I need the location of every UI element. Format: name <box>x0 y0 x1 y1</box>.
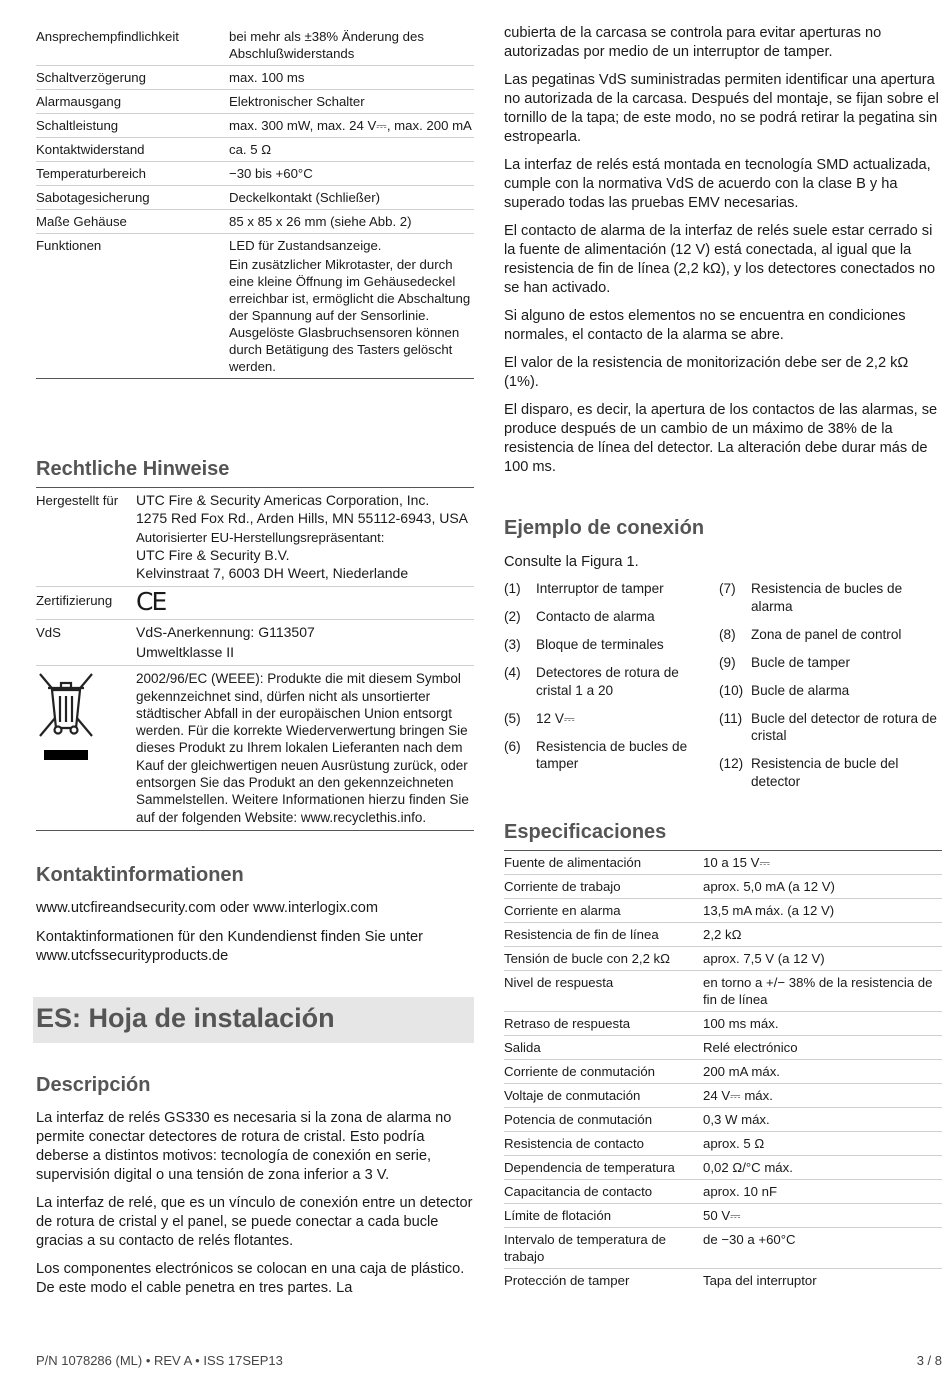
spec-label: Voltaje de conmutación <box>504 1084 703 1108</box>
manufacturer-line2: 1275 Red Fox Rd., Arden Hills, MN 55112-6943, USA <box>136 510 469 526</box>
left-column <box>36 0 474 1296</box>
spec-label: Capacitancia de contacto <box>504 1180 703 1204</box>
legend-item <box>504 608 709 626</box>
legend-number: (5) <box>504 710 521 726</box>
spec-label: Corriente de conmutación <box>504 1060 703 1084</box>
spec-value: 2,2 kΩ <box>703 923 942 947</box>
legend-number: (7) <box>719 581 736 596</box>
legend-text: Resistencia de bucles de tamper <box>536 738 688 771</box>
manufacturer-line1: UTC Fire & Security Americas Corporation, Inc. <box>136 492 430 508</box>
vds-label: VdS <box>36 620 136 666</box>
spec-row <box>504 1156 942 1180</box>
spec-row <box>504 1036 942 1060</box>
spec-label: Resistencia de fin de línea <box>504 923 703 947</box>
tech-value: ca. 5 Ω <box>229 142 272 157</box>
tech-value: Deckelkontakt (Schließer) <box>229 190 380 205</box>
footer-right: 3 / 8 <box>916 1353 942 1368</box>
contact-heading: Kontaktinformationen <box>36 864 244 886</box>
spec-value: 10 a 15 V⎓ <box>703 851 942 875</box>
legal-heading: Rechtliche Hinweise <box>36 458 230 480</box>
spec-label: Corriente de trabajo <box>504 875 703 899</box>
legend-item <box>719 682 944 700</box>
spec-row <box>504 1108 942 1132</box>
tech-row <box>36 138 474 162</box>
descripcion-section <box>36 1074 474 1298</box>
legend-item <box>504 710 709 728</box>
legend-number: (11) <box>719 710 743 726</box>
spec-label: Límite de flotación <box>504 1204 703 1228</box>
legend-text: Bucle de alarma <box>751 682 850 698</box>
spec-value: aprox. 10 nF <box>703 1180 942 1204</box>
legend-number: (6) <box>504 738 521 754</box>
spec-label: Resistencia de contacto <box>504 1132 703 1156</box>
spec-value: 24 V⎓ máx. <box>703 1084 942 1108</box>
spec-row <box>504 1228 942 1269</box>
ejemplo-section <box>504 517 942 800</box>
contact-line2: Kontaktinformationen für den Kundendienst finden Sie unter www.utcfssecurityproducts.de <box>36 929 423 964</box>
legal-row-weee <box>36 666 474 831</box>
especificaciones-heading: Especificaciones <box>504 821 667 843</box>
weee-text: 2002/96/EC (WEEE): Produkte die mit diesem Symbol gekennzeichnet sind, dürfen nicht als unsortierter städtischer Abfall in der europäischen Union entsorgt werden. Für die korrekte Wiederverwertung bringen Sie dieses Produkt zu Ihrem lokalen Lieferanten nach dem Kauf der gleichwertigen neuen Ausrüstung zurück, oder entsorgen Sie das Produkt an den gekennzeichneten Sammelstellen. Weitere Informationen hierzu finden Sie auf der folgenden Website: www.recyclethis.info. <box>136 666 474 831</box>
spec-value: de −30 a +60°C <box>703 1228 942 1269</box>
vds-line2: Umweltklasse II <box>136 644 235 661</box>
tech-label: Temperaturbereich <box>36 162 229 186</box>
especificaciones-section <box>504 821 942 1292</box>
legend-item <box>719 654 944 672</box>
body-paragraph: Si alguno de estos elementos no se encuentra en condiciones normales, el contacto de la alarma se abre. <box>504 308 906 343</box>
tech-value: max. 300 mW, max. 24 V⎓, max. 200 mA <box>229 118 472 133</box>
tech-label: Alarmausgang <box>36 90 229 114</box>
descripcion-p1: La interfaz de relés GS330 es necesaria si la zona de alarma no permite conectar detectores de rotura de cristal. Esto podría deberse a distintos motivos: tecnología de conexión en serie, supervisión digital o una tensión de zona inferior a 3 V. <box>36 1110 452 1183</box>
ejemplo-heading: Ejemplo de conexión <box>504 517 705 539</box>
spec-value: aprox. 5 Ω <box>703 1132 942 1156</box>
tech-row <box>36 90 474 114</box>
legend-number: (12) <box>719 756 744 771</box>
legend-item <box>504 580 709 598</box>
tech-row <box>36 210 474 234</box>
spec-label: Fuente de alimentación <box>504 851 703 875</box>
spec-row <box>504 947 942 971</box>
spec-row <box>504 1132 942 1156</box>
legend-text: Contacto de alarma <box>536 609 655 624</box>
es-title-banner <box>33 997 474 1043</box>
body-paragraph: La interfaz de relés está montada en tecnología SMD actualizada, cumple con la normativa VdS de acuerdo con la clase B y ha superado todas las pruebas EMV necesarias. <box>504 157 931 211</box>
cert-label: Zertifizierung <box>36 587 136 620</box>
tech-value: LED für Zustandsanzeige. <box>229 238 382 253</box>
rep-line3: Kelvinstraat 7, 6003 DH Weert, Niederlande <box>136 565 409 582</box>
spec-value: 200 mA máx. <box>703 1060 942 1084</box>
legend-item <box>719 626 944 644</box>
legend-text: Bucle de tamper <box>751 654 850 670</box>
spec-row <box>504 1084 942 1108</box>
spec-label: Tensión de bucle con 2,2 kΩ <box>504 947 703 971</box>
spec-row <box>504 1060 942 1084</box>
spec-label: Nivel de respuesta <box>504 971 703 1012</box>
legend-item <box>719 580 944 615</box>
spec-value: 0,02 Ω/°C máx. <box>703 1156 942 1180</box>
legend-item <box>504 664 709 699</box>
spec-label: Intervalo de temperatura de trabajo <box>504 1228 703 1269</box>
legend-number: (1) <box>504 581 521 596</box>
tech-row <box>36 66 474 90</box>
legend-item <box>719 710 944 745</box>
legend-text: Interruptor de tamper <box>536 581 664 596</box>
spec-label: Salida <box>504 1036 703 1060</box>
spec-row <box>504 1180 942 1204</box>
tech-label: Kontaktwiderstand <box>36 138 229 162</box>
legend-number: (8) <box>719 626 736 642</box>
descripcion-p2: La interfaz de relé, que es un vínculo de conexión entre un detector de rotura de cristal y el panel, se puede conectar a cada bucle gracias a su contacto de relés flotantes. <box>36 1195 473 1249</box>
body-paragraph: El contacto de alarma de la interfaz de relés suele estar cerrado si la fuente de alimentación (12 V) está conectada, al igual que la resistencia de fin de línea (2,2 kΩ), y los detectores conectados no se han activado. <box>504 223 936 296</box>
spec-value: 13,5 mA máx. (a 12 V) <box>703 899 942 923</box>
legend-item <box>504 738 709 773</box>
legal-row-vds <box>36 620 474 666</box>
contact-line1: www.utcfireandsecurity.com oder www.interlogix.com <box>36 900 378 916</box>
weee-bin-icon <box>36 670 96 766</box>
tech-value: max. 100 ms <box>229 70 305 85</box>
tech-label: Ansprechempfindlichkeit <box>36 25 229 66</box>
tech-value: bei mehr als ±38% Änderung des Abschlußwiderstands <box>229 29 424 61</box>
spec-value: en torno a +/− 38% de la resistencia de fin de línea <box>703 971 942 1012</box>
spec-value: Relé electrónico <box>703 1036 942 1060</box>
body-paragraph: El valor de la resistencia de monitorización debe ser de 2,2 kΩ (1%). <box>504 355 909 390</box>
legal-row-manufacturer <box>36 488 474 587</box>
tech-value: Elektronischer Schalter <box>229 94 365 109</box>
spec-value: aprox. 5,0 mA (a 12 V) <box>703 875 942 899</box>
ce-mark-icon: CE <box>136 587 166 617</box>
contact-section <box>36 864 474 966</box>
legend-number: (10) <box>719 682 744 698</box>
legend-item <box>719 755 944 790</box>
tech-value-extra: Ein zusätzlicher Mikrotaster, der durch eine kleine Öffnung im Gehäusedeckel erreichbar ist, ermöglicht die Abschaltung der Spannung auf der Sensorlinie. Ausgelöste Glasbruchsensoren können durch Betätigung des Tasters gelöscht werden. <box>229 257 471 374</box>
legend-number: (3) <box>504 637 521 652</box>
body-paragraph: Las pegatinas VdS suministradas permiten identificar una apertura no autorizada de la carcasa. Después del montaje, se fijan sobre el tornillo de la tapa; de este modo, no se podrá retirar la pegatina sin estropearla. <box>504 72 939 145</box>
es-title: ES: Hoja de instalación <box>36 1003 335 1033</box>
footer-left: P/N 1078286 (ML) • REV A • ISS 17SEP13 <box>36 1353 283 1368</box>
spec-row <box>504 923 942 947</box>
spec-label: Retraso de respuesta <box>504 1012 703 1036</box>
ejemplo-intro: Consulte la Figura 1. <box>504 554 639 570</box>
legend-text: Zona de panel de control <box>751 626 902 642</box>
tech-label: Schaltverzögerung <box>36 66 229 90</box>
spec-label: Corriente en alarma <box>504 899 703 923</box>
tech-row <box>36 25 474 66</box>
tech-value: 85 x 85 x 26 mm (siehe Abb. 2) <box>229 214 412 229</box>
tech-row <box>36 234 474 379</box>
legend-text: Bloque de terminales <box>536 637 664 652</box>
legal-row-cert <box>36 587 474 620</box>
legend-text: Resistencia de bucle del detector <box>751 756 899 789</box>
legend-number: (9) <box>719 654 736 670</box>
especificaciones-table <box>504 850 942 1292</box>
manufacturer-label: Hergestellt für <box>36 488 136 587</box>
legend-item <box>504 636 709 654</box>
spec-row <box>504 875 942 899</box>
spec-value: 50 V⎓ <box>703 1204 942 1228</box>
right-paragraphs <box>504 24 942 486</box>
spec-label: Dependencia de temperatura <box>504 1156 703 1180</box>
spec-label: Protección de tamper <box>504 1273 630 1288</box>
tech-label: Funktionen <box>36 234 229 379</box>
spec-row <box>504 971 942 1012</box>
spec-label: Potencia de conmutación <box>504 1108 703 1132</box>
technical-data-table <box>36 25 474 379</box>
spec-row <box>504 1269 942 1293</box>
rep-line1: Autorisierter EU-Herstellungsrepräsentant: <box>136 530 385 545</box>
tech-label: Schaltleistung <box>36 114 229 138</box>
tech-row <box>36 162 474 186</box>
rep-line2: UTC Fire & Security B.V. <box>136 547 290 564</box>
legend-number: (2) <box>504 609 521 624</box>
legend-text: Detectores de rotura de cristal 1 a 20 <box>536 665 679 698</box>
legend-text: 12 V⎓ <box>536 710 575 726</box>
body-paragraph: cubierta de la carcasa se controla para evitar aperturas no autorizadas por medio de un interruptor de tamper. <box>504 25 882 60</box>
vds-line1: VdS-Anerkennung: G113507 <box>136 624 315 641</box>
spec-value: Tapa del interruptor <box>703 1273 817 1288</box>
legend-list-right <box>719 580 944 801</box>
descripcion-heading: Descripción <box>36 1074 151 1096</box>
spec-row <box>504 899 942 923</box>
descripcion-p3: Los componentes electrónicos se colocan en una caja de plástico. De este modo el cable penetra en tres partes. La <box>36 1261 465 1296</box>
spec-value: 100 ms máx. <box>703 1012 942 1036</box>
spec-row <box>504 851 942 875</box>
spec-row <box>504 1012 942 1036</box>
legend-text: Resistencia de bucles de alarma <box>751 581 903 614</box>
spec-value: aprox. 7,5 V (a 12 V) <box>703 947 942 971</box>
body-paragraph: El disparo, es decir, la apertura de los contactos de las alarmas, se produce después de un cambio de un máximo de 38% de la resistencia de línea del detector. La alteración debe durar más de 100 ms. <box>504 402 938 475</box>
legal-section <box>36 458 474 831</box>
legal-table <box>36 487 474 831</box>
tech-row <box>36 186 474 210</box>
legend-list-left <box>504 580 709 783</box>
tech-row <box>36 114 474 138</box>
tech-label: Sabotagesicherung <box>36 186 229 210</box>
legend-number: (4) <box>504 665 521 680</box>
tech-label: Maße Gehäuse <box>36 210 229 234</box>
spec-row <box>504 1204 942 1228</box>
spec-value: 0,3 W máx. <box>703 1108 942 1132</box>
legend-text: Bucle del detector de rotura de cristal <box>751 710 937 743</box>
tech-value: −30 bis +60°C <box>229 166 313 181</box>
